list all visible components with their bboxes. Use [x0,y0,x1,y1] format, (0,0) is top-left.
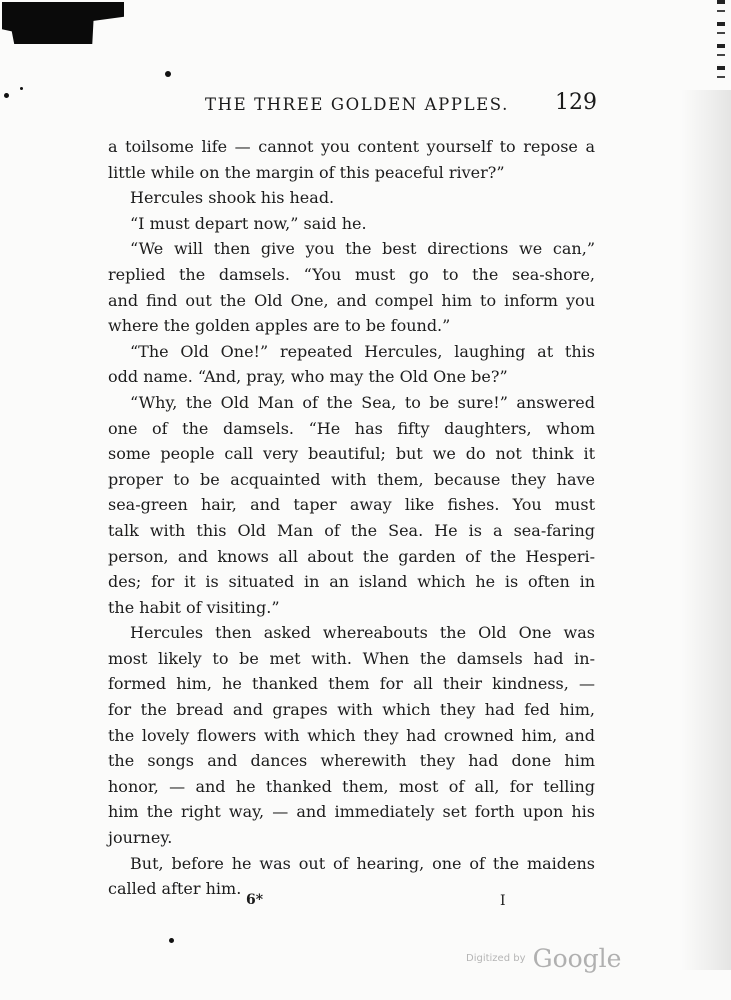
text-line: Hercules then asked whereabouts the Old One was [130,623,595,643]
text-line: him the right way, — and immediately set forth upon his [108,802,595,822]
text-line: “Why, the Old Man of the Sea, to be sure!” answered [130,392,595,412]
text-line: formed him, he thanked them for all their kindness, — [108,674,595,694]
text-line: “We will then give you the best directions we can,” [130,239,595,259]
text-line: little while on the margin of this peaceful river?” [108,162,505,182]
scan-specks [717,0,725,80]
scan-artifact [2,2,124,44]
digitized-by-label: Digitized by [466,953,526,964]
footer-mark: I [500,893,506,909]
text-line: Hercules shook his head. [130,188,335,208]
text-line: the habit of visiting.” [108,597,280,617]
signature-mark: 6* [246,892,264,908]
text-line: for the bread and grapes with which they had fed him, [108,700,595,720]
text-line: “The Old One!” repeated Hercules, laughing at this [130,341,595,361]
text-line: and find out the Old One, and compel him to inform you [108,290,595,310]
text-line: person, and knows all about the garden of the Hesperi- [108,546,595,566]
scan-dot [4,93,9,98]
text-line: sea-green hair, and taper away like fishes. You must [108,495,595,515]
text-line: most likely to be met with. When the damsels had in- [108,648,595,668]
text-line: des; for it is situated in an island which he is often in [108,572,595,592]
text-line: replied the damsels. “You must go to the sea-shore, [108,264,595,284]
text-line: where the golden apples are to be found.” [108,316,451,336]
google-watermark [466,944,621,974]
text-line: called after him. [108,879,242,899]
scan-dot [165,71,171,77]
google-logo: Google [532,944,622,973]
text-line: odd name. “And, pray, who may the Old One be?” [108,367,508,387]
page-number: 129 [555,90,597,115]
text-line: journey. [108,828,173,848]
text-line: a toilsome life — cannot you content yourself to repose a [108,137,595,156]
text-line: the songs and dances wherewith they had done him [108,751,595,771]
scan-dot [20,87,23,90]
running-head: THE THREE GOLDEN APPLES. [205,95,509,114]
text-line: one of the damsels. “He has fifty daughters, whom [108,418,595,438]
scan-dot [169,938,174,943]
body-text [108,134,595,902]
text-line: proper to be acquainted with them, because they have [108,469,595,489]
text-line: But, before he was out of hearing, one of the maidens [130,853,595,873]
text-line: honor, — and he thanked them, most of all, for telling [108,776,595,796]
page-edge-shadow [681,90,731,970]
text-line: some people call very beautiful; but we do not think it [108,444,595,464]
text-line: the lovely flowers with which they had crowned him, and [108,725,595,745]
text-line: “I must depart now,” said he. [130,213,367,233]
page-header [205,91,597,117]
text-line: talk with this Old Man of the Sea. He is a sea-faring [108,520,595,540]
